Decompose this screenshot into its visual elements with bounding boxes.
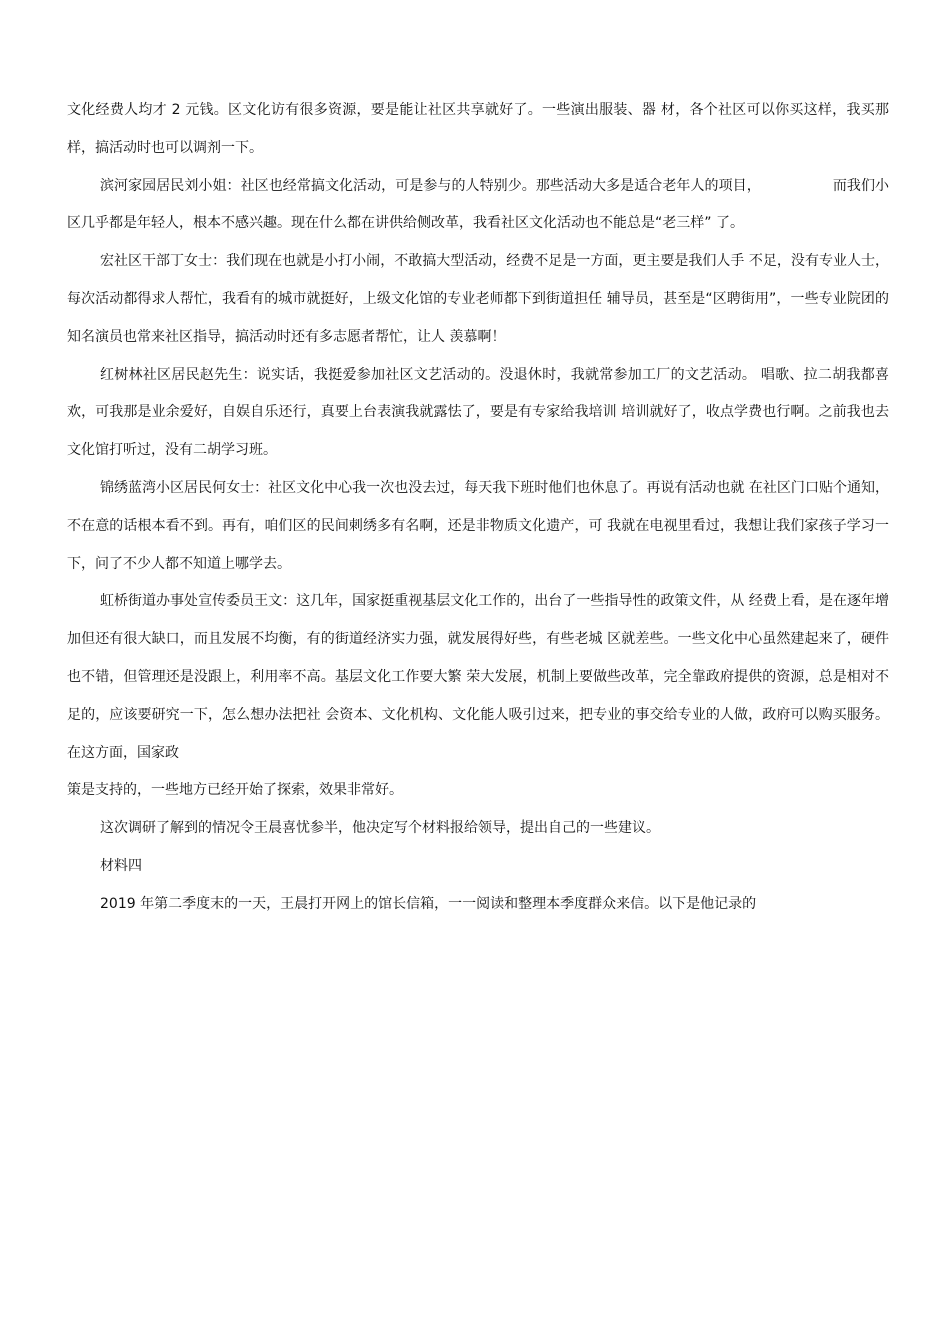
section-heading: 材料四 [100,857,142,874]
document-page [67,92,889,924]
paragraph-wang: 虹桥街道办事处宣传委员王文：这几年，国家挺重视基层文化工作的，出台了一些指导性的政策文件，从 经费上看，是在逐年增加但还有很大缺口，而且发展不均衡，有的街道经济实力强，就发展得好些，有些老城 区就差些。一些文化中心虽然建起来了，硬件也不错，但管理还是没跟上，利用率不高。基层文化工作要大繁 荣大发展，机制上要做些改革，完全靠政府提供的资源，总是相对不足的，应该要研究一下，怎么想办法把社 会资本、文化机构、文化能人吸引过来，把专业的事交给专业的人做，政府可以购买服务。在这方面，国家政 [67,593,889,761]
paragraph-liu [67,168,889,244]
paragraph-liu-part1: 滨河家园居民刘小姐：社区也经常搞文化活动，可是参与的人特别少。那些活动大多是适合老年人的项目， [100,177,761,194]
paragraph-mailbox: 2019 年第二季度末的一天，王晨打开网上的馆长信箱，一一阅读和整理本季度群众来信。以下是他记录的 [100,895,757,912]
paragraph-ding: 宏社区干部丁女士：我们现在也就是小打小闹，不敢搞大型活动，经费不足是一方面，更主要是我们人手 不足，没有专业人士，每次活动都得求人帮忙，我看有的城市就挺好，上级文化馆的专业老师都下到街道担任 辅导员，甚至是“区聘街用”，一些专业院团的知名演员也常来社区指导，搞活动时还有多志愿者帮忙，让人 羡慕啊！ [67,253,889,345]
paragraph-zhao: 红树林社区居民赵先生：说实话，我挺爱参加社区文艺活动的。没退休时，我就常参加工厂的文艺活动。 唱歌、拉二胡我都喜欢，可我那是业余爱好，自娱自乐还行，真要上台表演我就露怯了，要是有专家给我培训 培训就好了，收点学费也行啊。之前我也去文化馆打听过，没有二胡学习班。 [67,366,889,459]
paragraph-summary: 这次调研了解到的情况令王晨喜忧参半，他决定写个材料报给领导，提出自己的一些建议。 [100,820,660,837]
paragraph-liu-part2: 而我们小区几乎都是年轻人，根本不感兴趣。现在什么都在讲供给侧改革，我看社区文化活动也不能总是“老三样” 了。 [67,177,890,232]
paragraph-funding: 文化经费人均才 2 元钱。区文化访有很多资源，要是能让社区共享就好了。一些演出服装、器 材，各个社区可以你买这样，我买那样，搞活动时也可以调剂一下。 [67,102,889,156]
paragraph-he: 锦绣蓝湾小区居民何女士：社区文化中心我一次也没去过，每天我下班时他们也休息了。再说有活动也就 在社区门口贴个通知，不在意的话根本看不到。再有，咱们区的民间刺绣多有名啊，还是非物质文化遗产，可 我就在电视里看过，我想让我们家孩子学习一下，问了不少人都不知道上哪学去。 [67,479,889,572]
paragraph-policy: 策是支持的，一些地方已经开始了探索，效果非常好。 [67,782,403,799]
